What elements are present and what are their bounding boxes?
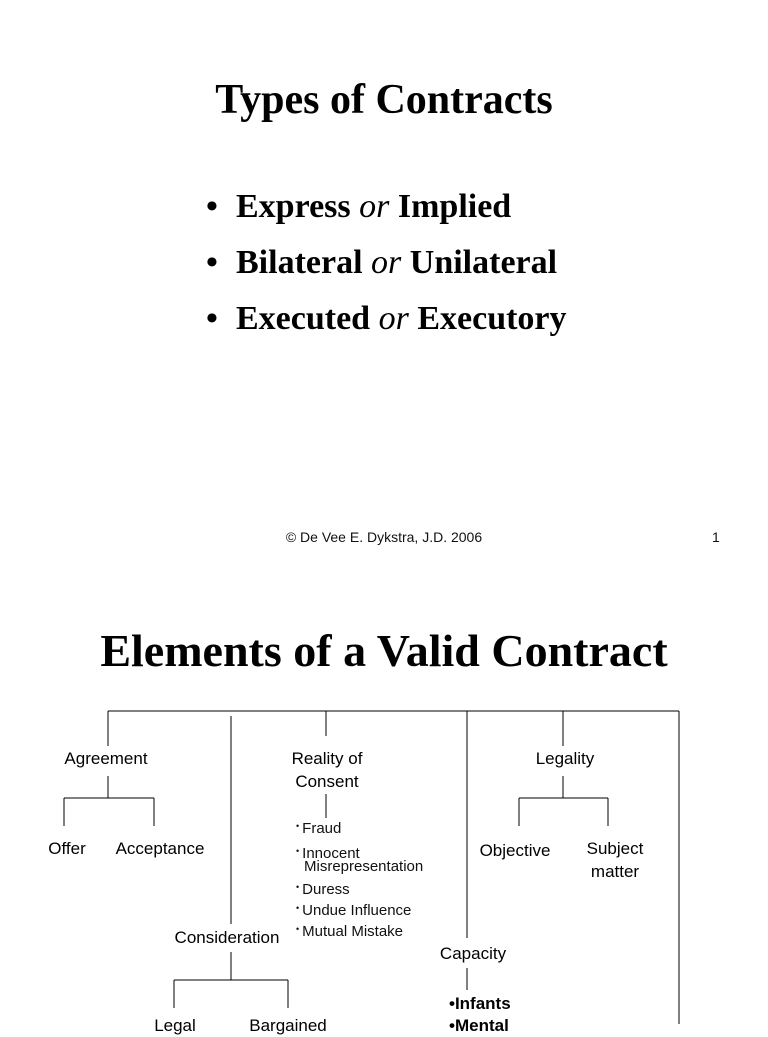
bullet-or: or	[359, 188, 390, 225]
consent-item-fraud: • Fraud	[296, 820, 342, 837]
objective-node: Objective	[479, 841, 551, 860]
tree-connector-lines	[0, 576, 768, 1024]
reality-of-consent-line2: Consent	[295, 772, 359, 791]
consent-item-mutual-mistake: • Mutual Mistake	[296, 923, 404, 940]
bullet-left-term: Executed	[236, 300, 371, 337]
bullet-left-term: Express	[236, 188, 351, 225]
reality-of-consent-line1: Reality of	[291, 749, 363, 768]
bullet-item	[206, 244, 557, 282]
footer-page-number: 1	[712, 529, 720, 545]
consideration-node: Consideration	[162, 926, 292, 949]
slide-title: Types of Contracts	[215, 77, 553, 123]
consent-item-innocent: • Innocent	[296, 845, 360, 862]
capacity-item-mental: •Mental	[449, 1016, 509, 1035]
reality-of-consent-node	[266, 747, 388, 793]
bullet-dot: •	[206, 188, 218, 225]
legality-node: Legality	[535, 749, 595, 768]
bullet-or: or	[378, 300, 409, 337]
bullet-right-term: Executory	[417, 300, 567, 337]
slide-title: Elements of a Valid Contract	[100, 625, 668, 676]
consideration-bargained-node: Bargained	[249, 1016, 327, 1035]
consideration-legal-node: Legal	[154, 1016, 196, 1035]
capacity-item-infants: •Infants	[449, 994, 511, 1013]
bullet-right-term: Unilateral	[409, 244, 558, 281]
agreement-node: Agreement	[64, 749, 148, 768]
consent-item-undue-influence: • Undue Influence	[296, 902, 412, 919]
bullet-item	[206, 188, 511, 226]
bullet-or: or	[371, 244, 402, 281]
footer-copyright: © De Vee E. Dykstra, J.D. 2006	[285, 529, 483, 545]
subject-matter-node: Subject matter	[586, 839, 644, 881]
offer-node: Offer	[48, 839, 86, 858]
bullet-left-term: Bilateral	[236, 244, 363, 281]
bullet-dot: •	[206, 244, 218, 281]
bullet-dot: •	[206, 300, 218, 337]
consent-item-duress: • Duress	[296, 881, 350, 898]
consent-item-misrepresentation: Misrepresentation	[304, 858, 424, 875]
slide-elements-of-valid-contract	[0, 576, 768, 1035]
bullet-right-term: Implied	[397, 188, 512, 225]
bullet-item	[206, 300, 567, 338]
capacity-node: Capacity	[428, 942, 518, 965]
acceptance-node: Acceptance	[115, 839, 205, 858]
